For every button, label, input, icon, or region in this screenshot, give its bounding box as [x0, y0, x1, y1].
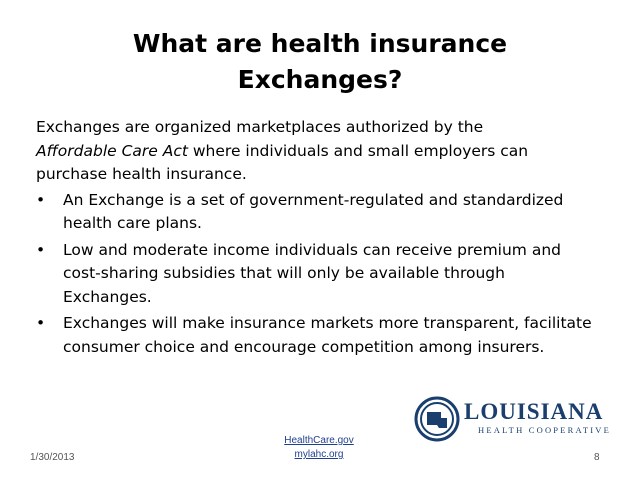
logo-tagline: HEALTH COOPERATIVE: [478, 425, 612, 435]
bullet-icon: •: [36, 314, 46, 332]
bullet-item: [36, 239, 596, 310]
footer-date: 1/30/2013: [30, 452, 75, 463]
bullet-text: An Exchange is a set of government-regulated and standardized health care plans.: [63, 190, 564, 232]
bullet-icon: •: [36, 240, 46, 259]
bullet-item: [36, 312, 596, 359]
footer-links: [262, 434, 376, 462]
bullet-item: [36, 189, 596, 236]
mylahc-link[interactable]: mylahc.org: [294, 449, 344, 460]
louisiana-health-cooperative-logo: [414, 396, 624, 444]
title-line-1: What are health insurance: [132, 29, 508, 58]
slide-title: [60, 26, 580, 98]
bullet-icon: •: [36, 190, 46, 209]
bullet-list: [36, 189, 596, 360]
louisiana-coop-emblem-icon: [414, 396, 460, 442]
intro-italic-act: Affordable Care Act: [36, 141, 188, 160]
intro-text-1: Exchanges are organized marketplaces authorized by the: [36, 118, 484, 136]
intro-text-2: where individuals and small employers can purchase health insurance.: [36, 141, 529, 183]
bullet-text: Low and moderate income individuals can receive premium and cost-sharing subsidies that will only be available through Exchanges.: [63, 240, 561, 306]
healthcare-gov-link[interactable]: HealthCare.gov: [284, 435, 354, 446]
slide-body: [36, 116, 596, 362]
page-number: 8: [594, 452, 600, 463]
intro-paragraph: [36, 116, 596, 187]
logo-name: LOUISIANA: [464, 399, 604, 424]
bullet-text: Exchanges will make insurance markets more transparent, facilitate consumer choice and encourage competition among insurers.: [63, 314, 592, 356]
title-line-2: Exchanges?: [237, 65, 403, 94]
